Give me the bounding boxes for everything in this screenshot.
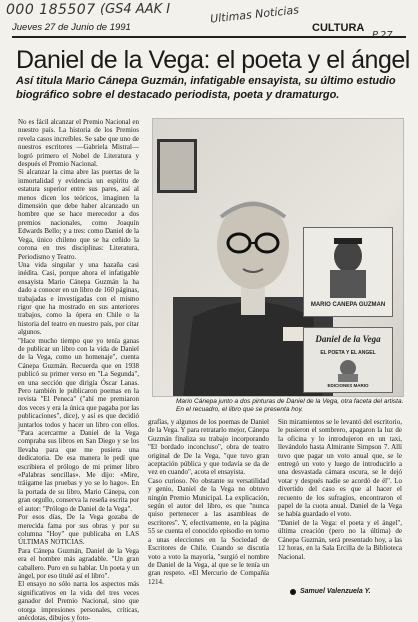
photo-caption: Mario Cánepa junto a dos pinturas de Daniel de la Vega, otra faceta del artista. En el recuadro, el libro que se presenta hoy.: [176, 398, 404, 413]
article-photo: [152, 118, 404, 397]
article-column-1: No es fácil alcanzar el Premio Nacional en nuestro país. La historia de los Premios revela casos increíbles. Se sabe que uno de nuestros escritores —Gabriela Mistral— logró primero el Nobel de Literatura y después el Premio Nacional. Si alcanzar la cima abre las puertas de la inmortalidad y evidencia un espíritu de estatura superior entre sus pares, así al menos dicen los teóricos, imaginen la dimensión que debe haber alcanzado un hombre que se hace merecedor a dos premios nacionales, como Joaquín Edwards Bello; y a tres: como Daniel de la Vega, único chileno que se ha ceñido la corona en tres disciplinas: Literatura, Periodismo y Teatro. Una vida singular y una hazaña casi inédita. Casi, porque ahora el infatigable ensayista Mario Cánepa Guzmán la ha dado a conocer en un libro de 160 páginas, trabajadas e investigadas con el mismo rigor que ha mostrado en sus anteriores trabajos, como la ópera en Chile o la historia del teatro en nuestro país, por citar algunos. "Hace mucho tiempo que yo tenía ganas de publicar un libro con la vida de Daniel de la Vega, como un homenaje", cuenta Cánepa Guzmán. Recuerda que en 1938 publicó su primer verso en "La Segunda", en una sección que dirigía Óscar Lanas. Pero también le publicaron poemas en la revista "El Peneca" ("ahí me premiaron dos veces y era la única que pagaba por las publicaciones", dice), y así es que decidió juntarlos todos y hacer un libro con ellos. "Para acercarme a Daniel de la Vega compraba sus libros en San Diego y se los llevaba para que me pusiera una dedicatoria. De esa manera le pedí que escribiera el prólogo de mi primer libro «Palabras sencillas». Me dijo: «Mire, tráigame las pruebas y yo se lo hago». En la portada de su libro, Mario Cánepa, con gran orgullo, conserva la reseña escrita por el autor: "Prólogo de Daniel de la Vega". Por esos días, De la Vega gozaba de merecida fama por sus obras y por su columna "Hoy" que publicaba en LAS ÚLTIMAS NOTICIAS. Para Cánepa Guzmán, Daniel de la Vega era el hombre más agradable. "Un gran caballero. Puro en su hablar. Un poeta y un ángel, por eso titulé así el libro". El ensayo no sólo narra los aspectos más significativos en la vida del tres veces ganador del Premio Nacional, sino que otorga impresiones personales, críticas, anécdotas, dibujos y foto-: [18, 118, 139, 622]
book-cover-subtitle: EL POETA Y EL ANGEL: [320, 350, 376, 356]
handwritten-catalog-number: 000 185507: [6, 2, 96, 18]
book-cover-publisher: EDICIONES MARIO: [327, 383, 369, 388]
article-column-3: Sin miramientos se le levantó del escritorio, le pusieron el sombrero, apagaron la luz de la oficina y lo introdujeron en un taxi, llevándolo hasta Almirante Simpson 7. Allí tuvo que pagar un voto anual que, se le entregó un voto y luego de introducirlo a una desvastada cámara oscura, se le dejó votar y después nadie se acordó de él". Lo divertido del caso es que al hacer el recuento de los sufragios, encontraron el papel de la cuota anual. Daniel de la Vega se había guardado el voto. "Daniel de la Vega: el poeta y el ángel", última creación (pero no la última) de Cánepa Guzmán, será presentado hoy, a las 12 horas, en la Sala Ercilla de la Biblioteca Nacional.: [278, 418, 402, 561]
handwritten-source: Ultimas Noticias: [209, 3, 300, 26]
dateline: Jueves 27 de Junio de 1991: [12, 22, 131, 33]
header-rule: [12, 36, 406, 38]
handwritten-code: (GS4 AAK I: [100, 2, 171, 17]
headline: Daniel de la Vega: el poeta y el ángel: [16, 46, 410, 74]
byline: Samuel Valenzuela Y.: [300, 588, 371, 595]
painting-title: MARIO CANEPA GUZMAN: [310, 302, 386, 308]
subheadline: Así titula Mario Cánepa Guzmán, infatigable ensayista, su último estudio biográfico sobre el destacado periodista, poeta y dramaturgo.: [16, 75, 396, 101]
book-cover: [303, 327, 393, 393]
painting-figure-icon: [304, 228, 392, 298]
byline-bullet-icon: [290, 589, 296, 595]
book-cover-figure-icon: [304, 358, 392, 382]
book-cover-title: Daniel de la Vega: [315, 334, 381, 344]
handwritten-page: P.27: [372, 30, 393, 41]
painting-portrait: [303, 227, 393, 317]
article-column-2: grafías, y algunos de los poemas de Daniel de la Vega. Y para retratarlo mejor, Cánepa Guzmán finaliza su trabajo incorporando "El bordado inconcluso", obra de teatro original de De la Vega, "que tuvo gran aceptación pública y que todavía se da de vez en cuando", acota el ensayista. Caso curioso. No obstante su versatilidad y genio, Daniel de la Vega no obtuvo ningún Premio Municipal. La explicación, según el autor del libro, es que "nunca quiso pertenecer a las asambleas de escritores". Y, efectivamente, en la página 55 se cuenta el conocido episodio en torno a unas elecciones en la Sociedad de Escritores de Chile. Cuando se discutía voto a voto la mayoría, "surgió el nombre de Daniel de la Vega, al que se le tenía un gran respeto. «El Mercurio de Compañía 1214.: [148, 418, 269, 586]
section-label: CULTURA: [312, 22, 365, 34]
